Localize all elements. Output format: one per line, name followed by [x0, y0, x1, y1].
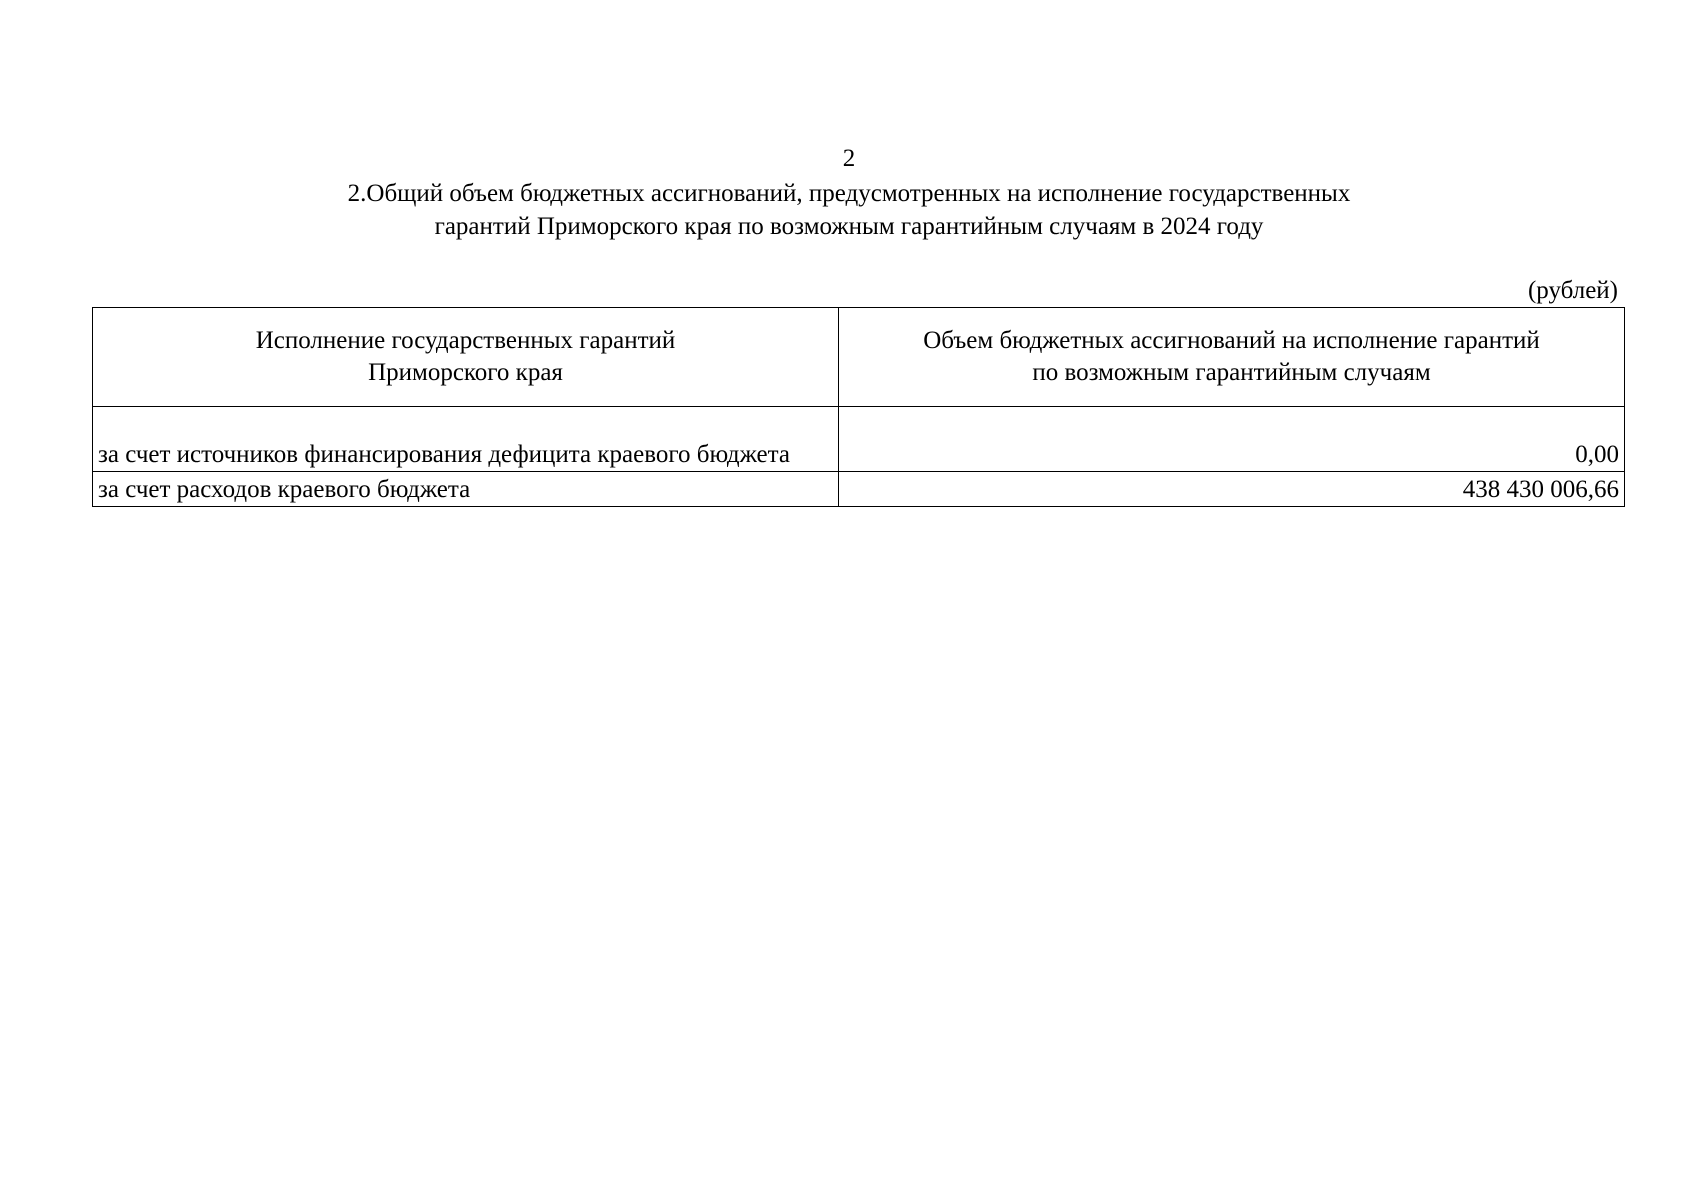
table-header-row — [93, 308, 1625, 407]
page-number: 2 — [842, 145, 856, 172]
row-value-budget-expenses: 438 430 006,66 — [839, 472, 1625, 507]
row-label-budget-expenses: за счет расходов краевого бюджета — [93, 472, 839, 507]
row-label-deficit-sources: за счет источников финансирования дефицита краевого бюджета — [93, 407, 839, 472]
row-value-deficit-sources: 0,00 — [839, 407, 1625, 472]
table-row — [93, 472, 1625, 507]
budget-allocations-table — [92, 307, 1625, 507]
table-row — [93, 407, 1625, 472]
document-title — [0, 177, 1698, 243]
document-title-line-2: гарантий Приморского края по возможным гарантийным случаям в 2024 году — [434, 213, 1264, 240]
header-allocation-volume — [839, 308, 1625, 407]
header-allocation-volume-line-2: по возможным гарантийным случаям — [1032, 359, 1431, 386]
header-guarantee-execution-line-1: Исполнение государственных гарантий — [255, 327, 676, 354]
header-guarantee-execution — [93, 308, 839, 407]
header-allocation-volume-line-1: Объем бюджетных ассигнований на исполнение гарантий — [923, 327, 1540, 354]
header-guarantee-execution-line-2: Приморского края — [368, 359, 563, 386]
document-title-line-1: 2.Общий объем бюджетных ассигнований, предусмотренных на исполнение государственных — [347, 180, 1351, 207]
unit-label: (рублей) — [1527, 277, 1618, 304]
